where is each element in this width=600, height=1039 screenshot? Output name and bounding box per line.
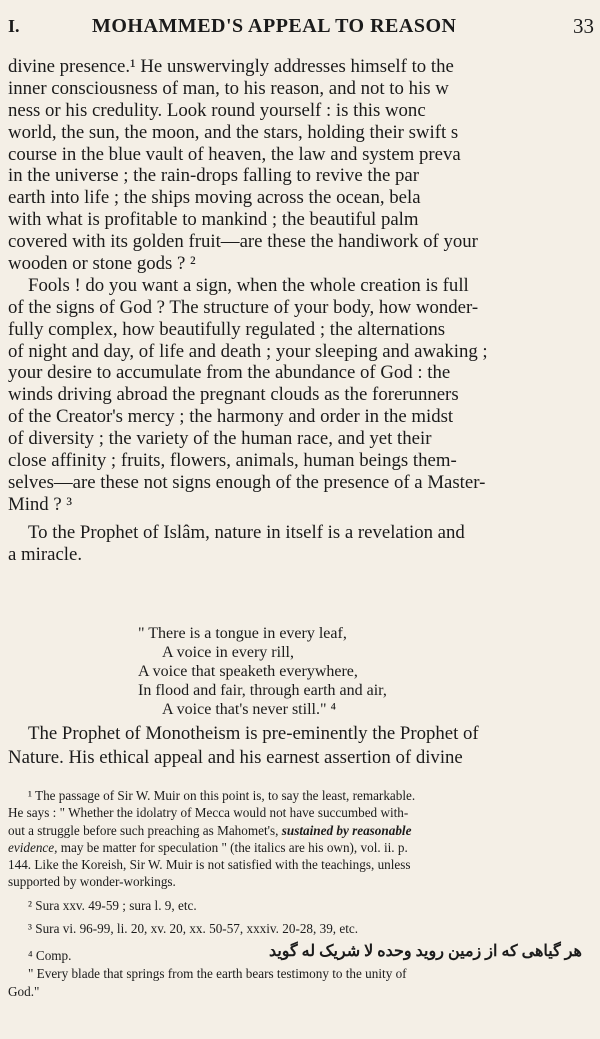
text-line: course in the blue vault of heaven, the law and system preva (8, 143, 461, 165)
text-line: a miracle. (8, 543, 83, 565)
footnote-2 (8, 897, 594, 914)
paragraph-1 (8, 56, 594, 275)
text-line: close affinity ; fruits, flowers, animals, human beings them- (8, 450, 457, 472)
paragraph-3 (8, 522, 594, 566)
italic-emphasis: evidence, (8, 839, 58, 855)
text-line: fully complex, how beautifully regulated ; the alternations (8, 318, 446, 340)
paragraph-4 (8, 722, 594, 770)
text-line: covered with its golden fruit—are these the handiwork of your (8, 231, 478, 253)
footnote-line: ² Sura xxv. 49-59 ; sura l. 9, etc. (28, 897, 197, 913)
quoted-verse (138, 624, 387, 719)
text-line: divine presence.¹ He unswervingly addresses himself to the (8, 56, 454, 77)
verse-line: A voice in every rill, (162, 644, 294, 662)
footnote-text: out a struggle before such preaching as Mahomet's, (8, 822, 279, 838)
text-line: winds driving abroad the pregnant clouds as the forerunners (8, 384, 459, 406)
text-line: inner consciousness of man, to his reason, and not to his w (8, 77, 449, 99)
page-header (0, 10, 600, 44)
footnote-line: He says : " Whether the idolatry of Mecca would not have succumbed with- (8, 805, 409, 821)
footnote-line: " Every blade that springs from the earth bears testimony to the unity of (28, 966, 407, 982)
text-line: of night and day, of life and death ; your sleeping and awaking ; (8, 340, 488, 362)
text-line: wooden or stone gods ? ² (8, 253, 196, 275)
text-line: with what is profitable to mankind ; the beautiful palm (8, 209, 419, 231)
text-line: earth into life ; the ships moving across the ocean, bela (8, 187, 421, 209)
footnote-line: God." (8, 983, 40, 999)
text-line: in the universe ; the rain-drops falling to revive the par (8, 165, 419, 187)
persian-verse: هر گیاهی که از زمین روید وحده لا شریک له گوید (268, 943, 582, 961)
text-line: of diversity ; the variety of the human race, and yet their (8, 428, 432, 450)
footnote-1 (8, 787, 594, 891)
text-line: your desire to accumulate from the abundance of God : the (8, 362, 451, 384)
footnote-line: 144. Like the Koreish, Sir W. Muir is not satisfied with the teachings, unless (8, 857, 411, 873)
comp-label: ⁴ Comp. (28, 948, 72, 964)
footnote-line: supported by wonder-workings. (8, 874, 176, 890)
verse-line: In flood and fair, through earth and air, (138, 682, 387, 700)
verse-line: A voice that speaketh everywhere, (138, 663, 358, 681)
verse-line: " There is a tongue in every leaf, (138, 625, 347, 642)
running-title: MOHAMMED'S APPEAL TO REASON (92, 15, 457, 37)
text-line: selves—are these not signs enough of the presence of a Master- (8, 471, 486, 493)
verse-line: A voice that's never still." ⁴ (162, 701, 337, 719)
text-line: ness or his credulity. Look round yourself : is this wonc (8, 99, 426, 121)
footnote-line (8, 822, 594, 839)
chapter-number: I. (8, 16, 20, 36)
text-line: Fools ! do you want a sign, when the whole creation is full (28, 274, 469, 296)
footnote-4 (8, 943, 594, 1000)
page-number: 33 (573, 14, 594, 38)
paragraph-2 (8, 275, 594, 516)
footnote-text: may be matter for speculation " (the italics are his own), vol. ii. p. (60, 839, 408, 855)
footnote-comp-row (8, 943, 594, 965)
footnote-line: ¹ The passage of Sir W. Muir on this point is, to say the least, remarkable. (28, 788, 416, 803)
italic-emphasis: sustained by reasonable (281, 822, 412, 838)
text-line: The Prophet of Monotheism is pre-eminently the Prophet of (28, 723, 479, 744)
main-text (8, 56, 594, 565)
footnotes (8, 787, 594, 1006)
text-line: of the Creator's mercy ; the harmony and order in the midst (8, 406, 454, 428)
footnote-line (8, 839, 594, 856)
text-line: of the signs of God ? The structure of your body, how wonder- (8, 296, 479, 318)
text-line: Nature. His ethical appeal and his earnest assertion of divine (8, 747, 463, 768)
text-line: Mind ? ³ (8, 493, 73, 515)
text-line: world, the sun, the moon, and the stars, holding their swift s (8, 121, 459, 143)
footnote-3 (8, 920, 594, 937)
text-line: To the Prophet of Islâm, nature in itself is a revelation and (28, 521, 465, 543)
footnote-line: ³ Sura vi. 96-99, li. 20, xv. 20, xx. 50-57, xxxiv. 20-28, 39, etc. (28, 921, 359, 937)
